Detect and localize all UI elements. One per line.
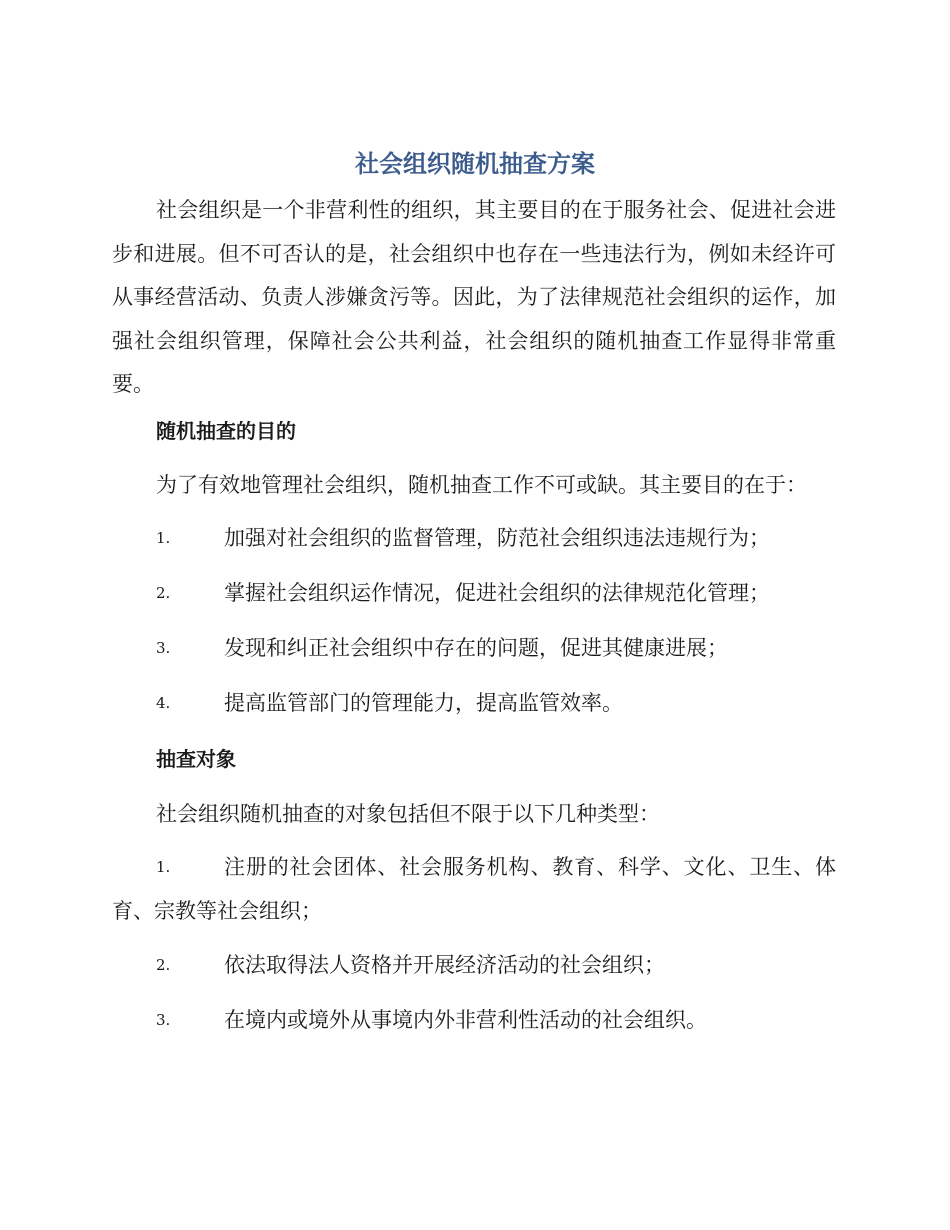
list-item [112, 517, 836, 561]
list-item-text: 提高监管部门的管理能力，提高监管效率。 [224, 691, 623, 715]
list-item [112, 944, 836, 988]
list-item-number: 3. [156, 639, 171, 657]
list-item [112, 572, 836, 616]
list-item-number: 1. [156, 858, 171, 876]
document-title: 社会组织随机抽查方案 [355, 150, 595, 178]
list-item-text: 注册的社会团体、社会服务机构、教育、科学、文化、卫生、体育、宗教等社会组织； [112, 855, 836, 923]
list-item-number: 3. [156, 1011, 171, 1029]
list-item-text: 掌握社会组织运作情况，促进社会组织的法律规范化管理； [224, 581, 770, 605]
list-item-text: 加强对社会组织的监督管理，防范社会组织违法违规行为； [224, 526, 770, 550]
section-heading-purpose: 随机抽查的目的 [156, 419, 296, 443]
list-item [112, 627, 836, 671]
section-lead-targets: 社会组织随机抽查的对象包括但不限于以下几种类型： [156, 802, 660, 826]
list-item [112, 846, 836, 933]
list-item [112, 682, 836, 726]
list-item [112, 999, 836, 1043]
list-item-text: 在境内或境外从事境内外非营利性活动的社会组织。 [224, 1008, 707, 1032]
list-item-text: 依法取得法人资格并开展经济活动的社会组织； [224, 953, 665, 977]
list-item-text: 发现和纠正社会组织中存在的问题，促进其健康进展； [224, 636, 728, 660]
section-lead-purpose: 为了有效地管理社会组织，随机抽查工作不可或缺。其主要目的在于： [156, 473, 807, 497]
list-item-number: 2. [156, 584, 171, 602]
list-item-number: 2. [156, 956, 171, 974]
section-heading-targets: 抽查对象 [156, 747, 236, 771]
intro-paragraph: 社会组织是一个非营利性的组织，其主要目的在于服务社会、促进社会进步和进展。但不可否认的是，社会组织中也存在一些违法行为，例如未经许可从事经营活动、负责人涉嫌贪污等。因此，为了法律规范社会组织的运作，加强社会组织管理，保障社会公共利益，社会组织的随机抽查工作显得非常重要。 [112, 198, 836, 396]
list-item-number: 1. [156, 529, 171, 547]
list-item-number: 4. [156, 694, 171, 712]
